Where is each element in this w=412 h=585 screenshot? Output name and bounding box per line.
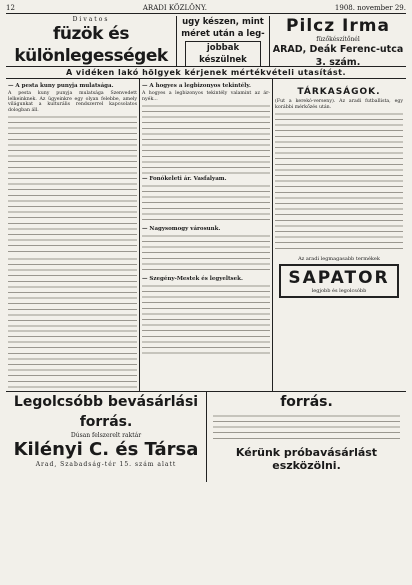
- shopping-ad: [207, 392, 406, 482]
- body-text-block: [8, 329, 137, 391]
- pilcz-address: ARAD, Deák Ferenc-utca 3. szám.: [272, 44, 404, 68]
- sapator-sub: legjobb és legolcsóbb: [311, 288, 367, 295]
- body-text-block: [275, 112, 403, 252]
- top-advertisement: [6, 16, 406, 67]
- ad-headline: Legolcsóbb bevásárlási forrás.: [13, 394, 199, 430]
- made-to-measure-ad: [176, 16, 270, 66]
- article-title: — A hogyes a legbizonyos tekintély.: [142, 83, 251, 89]
- body-text-block: [142, 184, 270, 224]
- bottom-advertisement: [6, 392, 406, 482]
- company-address: Arad, Szabadság-tér 15. szám alatt: [35, 461, 177, 468]
- article-title: — Fonókeleti ár. Vasfalyam.: [142, 176, 227, 183]
- corset-ad-small: Divatos: [72, 16, 110, 23]
- kilenyi-ad: [6, 392, 207, 482]
- column-3: [272, 79, 405, 391]
- ad-text-block: [213, 414, 400, 442]
- column-2: [139, 79, 272, 391]
- body-text-block: [8, 257, 137, 327]
- section-heading: TÁRKASÁGOK.: [297, 87, 381, 97]
- measurement-banner: A vidéken lakó hölgyek kérjenek mértékvételi utasítást.: [6, 67, 406, 79]
- corset-ad: [6, 16, 176, 66]
- body-text-block: [142, 104, 270, 174]
- mid-line-1: ugy készen, mint: [182, 17, 264, 27]
- article-columns: [6, 79, 406, 392]
- article-paragraph: A hogyes a legbizonyos tekintély valamint az árnyék...: [142, 91, 270, 102]
- company-name: Kilényi C. és Társa: [13, 439, 199, 460]
- article-title: — A pesta kuny punyja mulatsága.: [8, 83, 114, 89]
- article-title: — Nagysomogy városunk.: [142, 226, 221, 233]
- ad-headline-right: forrás.: [280, 394, 333, 410]
- pilcz-role: füzőkészítőnél: [316, 36, 360, 43]
- article-title: — Szegény-Mestek és legyeltsek.: [142, 276, 243, 283]
- article-paragraph: (Fut a kerekó-verseny). Az aradi futballista, egy korábbi mérkőzés után.: [275, 99, 403, 110]
- pilcz-name: Pilcz Irma: [286, 16, 390, 36]
- sapator-ad-header: Az aradi legmagasabb termékek: [298, 256, 380, 263]
- mid-line-2: méret után a leg-: [181, 29, 265, 39]
- pilcz-irma-ad: [270, 16, 406, 66]
- page-number: 12: [6, 4, 15, 12]
- body-text-block: [142, 234, 270, 274]
- ad-call-to-action: Kérünk próbavásárlást eszközölni.: [235, 446, 378, 472]
- sapator-ad: [279, 264, 399, 298]
- article-paragraph: A pesta kuny punyja mulatsága Szenvedett lelkeinknek. Az ügyeinkre egy olyan felebbe, amely világunkat a kulturális rendszerrel kapcsolatos dologban áll.: [8, 91, 137, 113]
- body-text-block: [8, 115, 137, 255]
- sapator-name: SAPATOR: [288, 268, 390, 289]
- paper-name: ARADI KÖZLÖNY.: [142, 4, 207, 12]
- page-header: [6, 4, 406, 14]
- column-1: [6, 79, 139, 391]
- mid-line-3: jobbak készülnek: [185, 41, 261, 67]
- body-text-block: [142, 284, 270, 354]
- ad-subtitle: Dúsan felszerelt raktár: [70, 432, 142, 439]
- issue-date: 1908. november 29.: [334, 4, 406, 12]
- corset-ad-title: füzök és különlegességek: [14, 24, 168, 66]
